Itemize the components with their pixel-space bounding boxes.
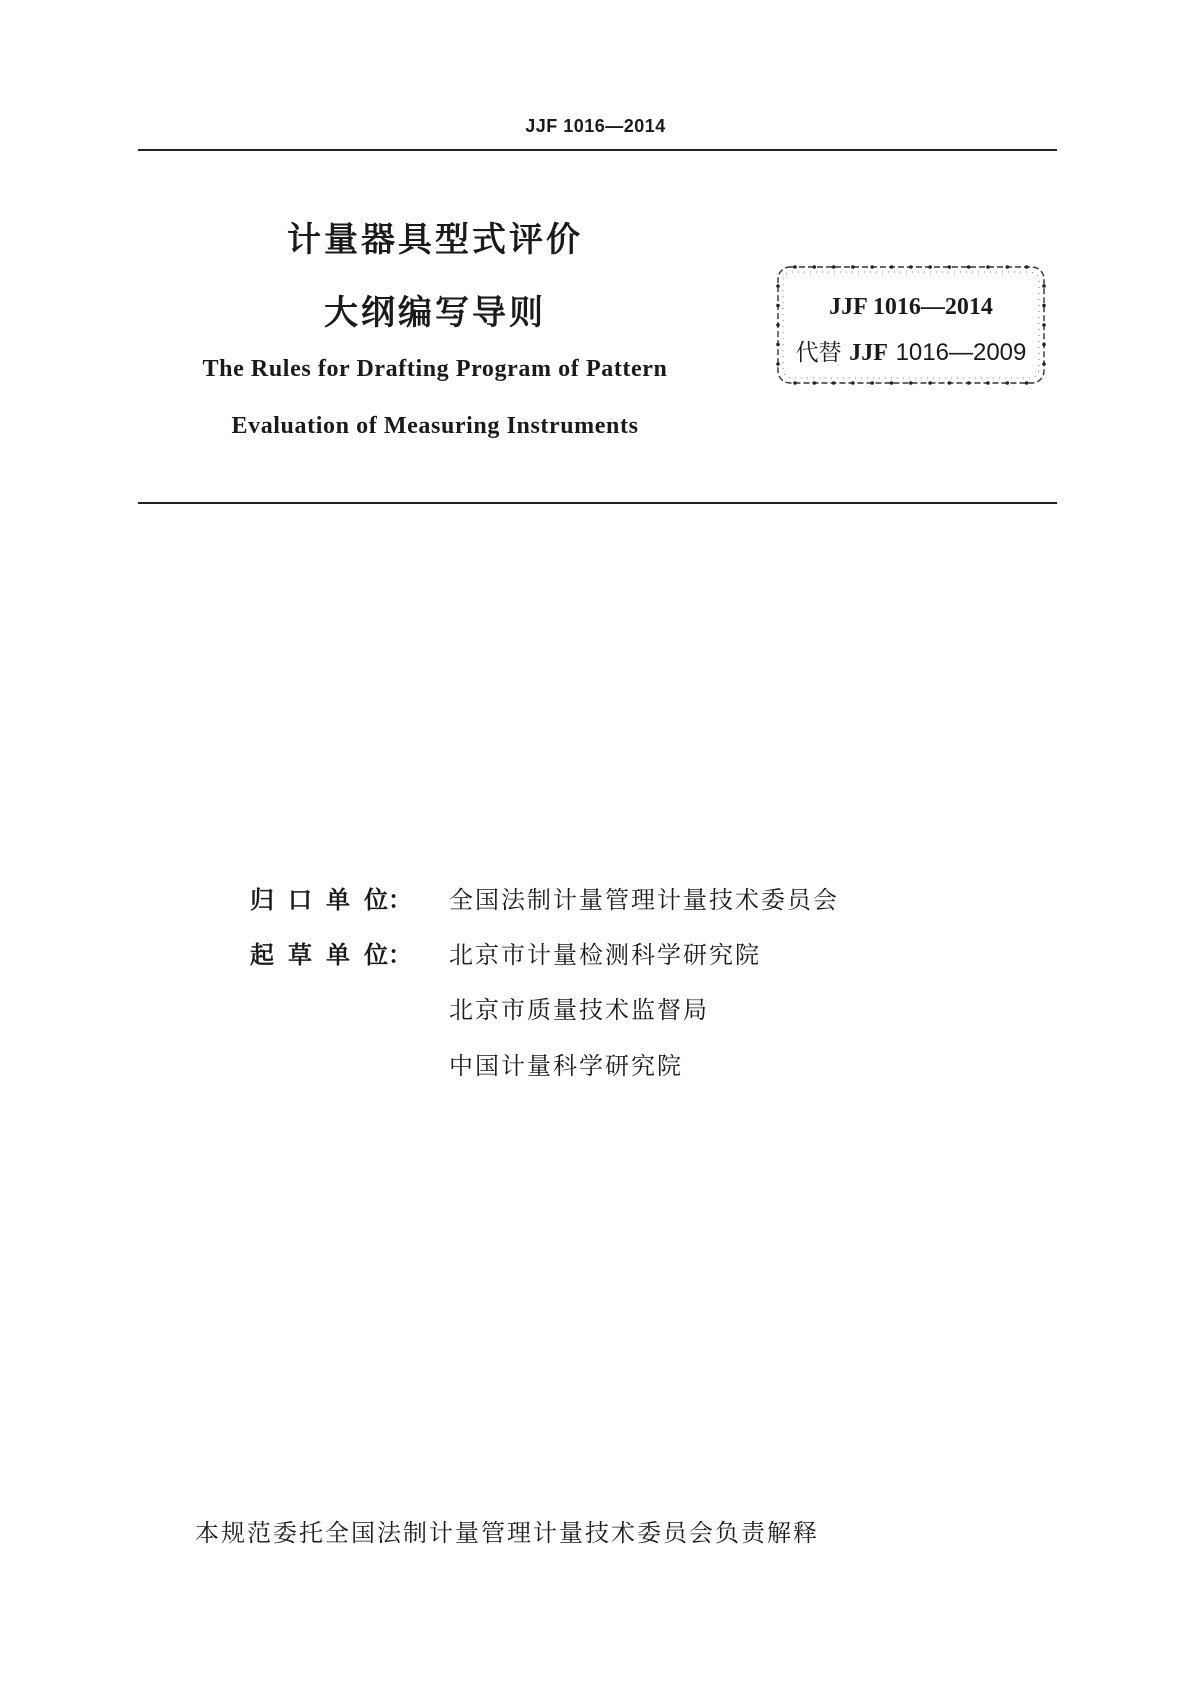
border-dot <box>793 265 797 269</box>
drafting-unit-label: 起 草 单 位： <box>250 941 412 969</box>
drafting-unit-value-2: 北京市质量技术监督局 <box>449 996 709 1024</box>
border-dot <box>967 381 971 385</box>
border-dot <box>948 381 952 385</box>
border-dot <box>967 265 971 269</box>
border-dot <box>948 265 952 269</box>
border-dot <box>928 265 932 269</box>
border-dot <box>813 381 817 385</box>
border-dot <box>909 265 913 269</box>
border-dot <box>986 265 990 269</box>
responsible-unit-label: 归 口 单 位： <box>250 886 412 914</box>
border-dot <box>870 265 874 269</box>
border-dot <box>986 381 990 385</box>
replaces-code-prefix: JJF <box>849 340 888 366</box>
ornamental-border <box>775 264 1047 386</box>
standard-code: JJF 1016—2014 <box>829 294 993 320</box>
border-dot <box>776 323 780 327</box>
border-dot <box>1042 284 1046 288</box>
border-dot <box>1006 265 1010 269</box>
border-dot <box>1042 323 1046 327</box>
running-header: JJF 1016—2014 <box>525 116 666 136</box>
border-dot <box>813 265 817 269</box>
border-dot <box>851 381 855 385</box>
border-dot <box>890 381 894 385</box>
border-dot <box>832 381 836 385</box>
title-bottom-rule <box>138 502 1057 504</box>
standard-code-box <box>775 264 1047 386</box>
title-en-line2: Evaluation of Measuring Instruments <box>231 413 639 439</box>
title-cn-line1: 计量器具型式评价 <box>287 220 583 260</box>
border-dot <box>776 284 780 288</box>
header-rule <box>138 149 1057 151</box>
border-dot <box>1025 265 1029 269</box>
responsible-unit-value: 全国法制计量管理计量技术委员会 <box>449 886 839 914</box>
drafting-unit-value-1: 北京市计量检测科学研究院 <box>449 941 761 969</box>
interpretation-note: 本规范委托全国法制计量管理计量技术委员会负责解释 <box>195 1519 819 1547</box>
border-dot <box>1025 381 1029 385</box>
border-dot <box>870 381 874 385</box>
replaces-code-number: 1016—2009 <box>895 339 1027 366</box>
drafting-unit-value-3: 中国计量科学研究院 <box>449 1052 683 1080</box>
replaces-word: 代替 <box>795 340 842 366</box>
title-cn-line2: 大纲编写导则 <box>324 293 546 333</box>
border-dot <box>909 381 913 385</box>
border-dot <box>832 265 836 269</box>
border-dot <box>890 265 894 269</box>
border-dot <box>928 381 932 385</box>
border-dot <box>851 265 855 269</box>
replaces-line <box>775 334 1047 367</box>
title-en-line1: The Rules for Drafting Program of Pattern <box>202 356 668 382</box>
border-dot <box>1006 381 1010 385</box>
border-dot <box>793 381 797 385</box>
